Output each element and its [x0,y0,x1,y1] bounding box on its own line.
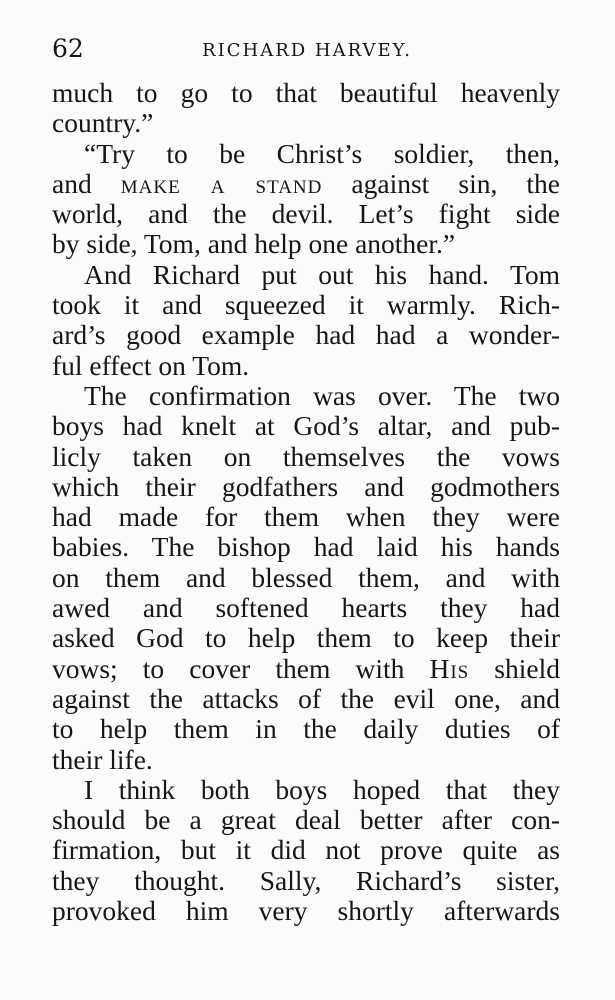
text-line: babies. The bishop had laid his hands [52,532,560,563]
text-line: boys had knelt at God’s altar, and pub- [52,411,560,442]
text-line: provoked him very shortly afterwards [52,896,560,927]
running-title: RICHARD HARVEY. [202,40,412,61]
text-line: licly taken on themselves the vows [52,441,560,472]
text-line [52,169,560,199]
text-line: against the attacks of the evil one, and [52,683,560,714]
text-line: much to go to that beautiful heavenly [52,78,560,108]
text-line: firmation, but it did not prove quite as [52,835,560,866]
text-line: world, and the devil. Let’s fight side [52,199,560,230]
small-caps-text: His [429,653,470,684]
text-line: on them and blessed them, and with [52,562,560,593]
text-line [52,654,560,684]
text-segment: against sin, the [322,168,560,199]
text-line: And Richard put out his hand. Tom [84,259,560,290]
text-segment: vows; to cover them with [52,653,430,684]
text-line: should be a great deal better after con- [52,805,560,836]
text-line: to help them in the daily duties of [52,714,560,745]
text-line: “Try to be Christ’s soldier, then, [84,138,560,169]
text-line: by side, Tom, and help one another.” [52,229,456,260]
text-line: they thought. Sally, Richard’s sister, [52,865,560,896]
text-line: their life. [52,744,153,775]
text-segment: shield [469,653,560,684]
text-line: I think both boys hoped that they [84,774,560,805]
text-segment: and [52,168,121,199]
small-caps-text: make a stand [120,168,323,199]
text-line: took it and squeezed it warmly. Rich- [52,290,560,321]
text-line: had made for them when they were [52,502,560,533]
text-line: asked God to help them to keep their [52,623,560,654]
text-line: which their godfathers and godmothers [52,471,560,502]
page-body-text [52,78,560,926]
text-line: awed and softened hearts they had [52,593,560,624]
text-line: country.” [52,108,154,139]
text-line: ful effect on Tom. [52,350,250,381]
text-line: ard’s good example had had a wonder- [52,320,560,351]
page-number: 62 [52,34,84,63]
text-line: The confirmation was over. The two [84,380,560,411]
page-header [52,34,562,64]
